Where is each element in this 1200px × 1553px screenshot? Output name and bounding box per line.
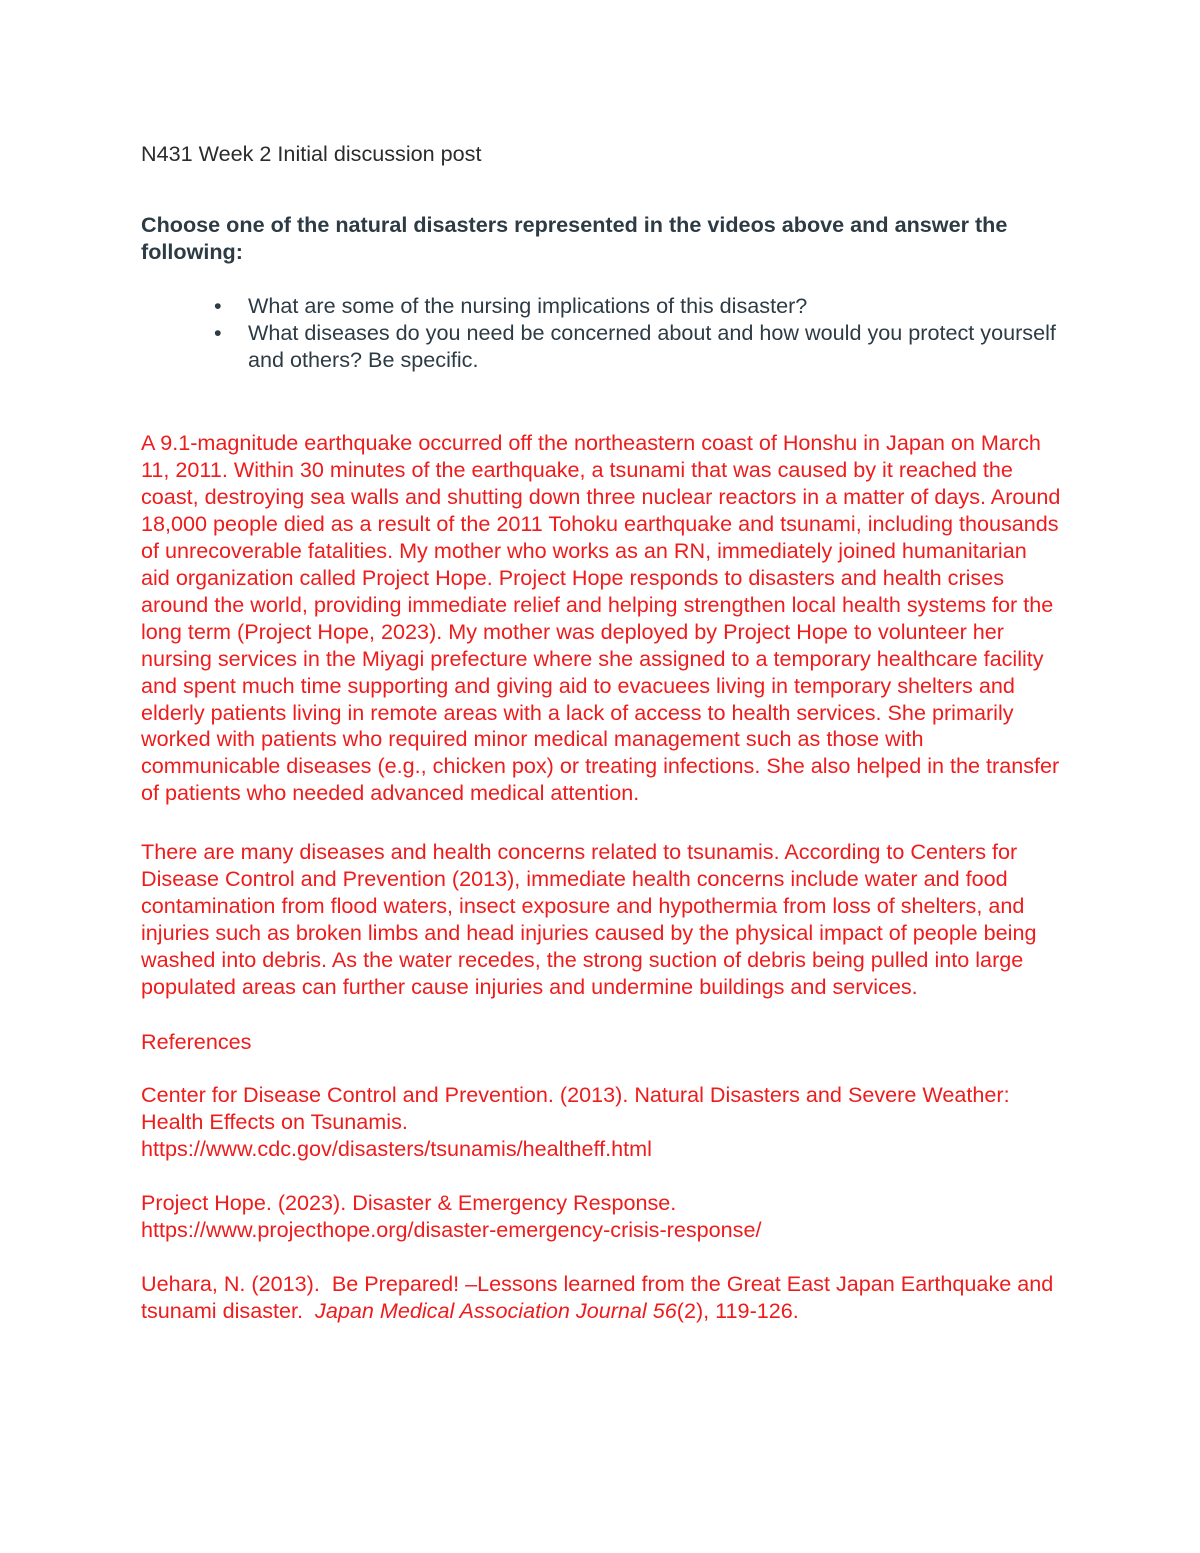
reference-entry [141,1271,1061,1325]
question-item [214,292,1061,320]
reference-text: Center for Disease Control and Prevention. (2013). Natural Disasters and Severe Weather: Health Effects on Tsunamis. [141,1082,1010,1135]
reference-url: https://www.cdc.gov/disasters/tsunamis/healtheff.html [141,1136,652,1162]
document-body [141,141,1061,1325]
answer-paragraph: A 9.1-magnitude earthquake occurred off the northeastern coast of Honshu in Japan on March 11, 2011. Within 30 minutes of the earthquake, a tsunami that was caused by it reached the coast, destroying sea walls and shutting down three nuclear reactors in a matter of days. Around 18,000 people died as a result of the 2011 Tohoku earthquake and tsunami, including thousands of unrecoverable fatalities. My mother who works as an RN, immediately joined humanitarian aid organization called Project Hope. Project Hope responds to disasters and health crises around the world, providing immediate relief and helping strengthen local health systems for the long term (Project Hope, 2023). My mother was deployed by Project Hope to volunteer her nursing services in the Miyagi prefecture where she assigned to a temporary healthcare facility and spent much time supporting and giving aid to evacuees living in temporary shelters and elderly patients living in remote areas with a lack of access to health services. She primarily worked with patients who required minor medical management such as those with communicable diseases (e.g., chicken pox) or treating infections. She also helped in the transfer of patients who needed advanced medical attention. [141,430,1061,806]
reference-text: Uehara, N. (2013). Be Prepared! –Lessons learned from the Great East Japan Earthquake and tsunami disaster. [141,1271,1060,1323]
page-title: N431 Week 2 Initial discussion post [141,141,482,166]
bullet-marker: • [214,319,222,345]
reference-text: Project Hope. (2023). Disaster & Emergency Response. [141,1190,677,1216]
reference-issue-pages: (2), 119-126. [676,1297,799,1323]
reference-url: https://www.projecthope.org/disaster-emergency-crisis-response/ [141,1217,762,1243]
question-list [141,293,1061,374]
reference-journal: Japan Medical Association Journal 56 [315,1297,677,1323]
question-text: What are some of the nursing implications of this disaster? [248,292,808,318]
reference-entry [141,1082,1061,1163]
answer-paragraph: There are many diseases and health concerns related to tsunamis. According to Centers for Disease Control and Prevention (2013), immediate health concerns include water and food contamination from flood waters, insect exposure and hypothermia from loss of shelters, and injuries such as broken limbs and head injuries caused by the physical impact of people being washed into debris. As the water recedes, the strong suction of debris being pulled into large populated areas can further cause injuries and undermine buildings and services. [141,839,1037,999]
bullet-marker: • [214,292,222,318]
references-heading: References [141,1028,252,1054]
question-item [214,319,1061,374]
discussion-prompt: Choose one of the natural disasters represented in the videos above and answer the following: [141,211,1008,264]
question-text: What diseases do you need be concerned about and how would you protect yourself and others? Be specific. [248,319,1056,372]
reference-entry [141,1190,1061,1244]
